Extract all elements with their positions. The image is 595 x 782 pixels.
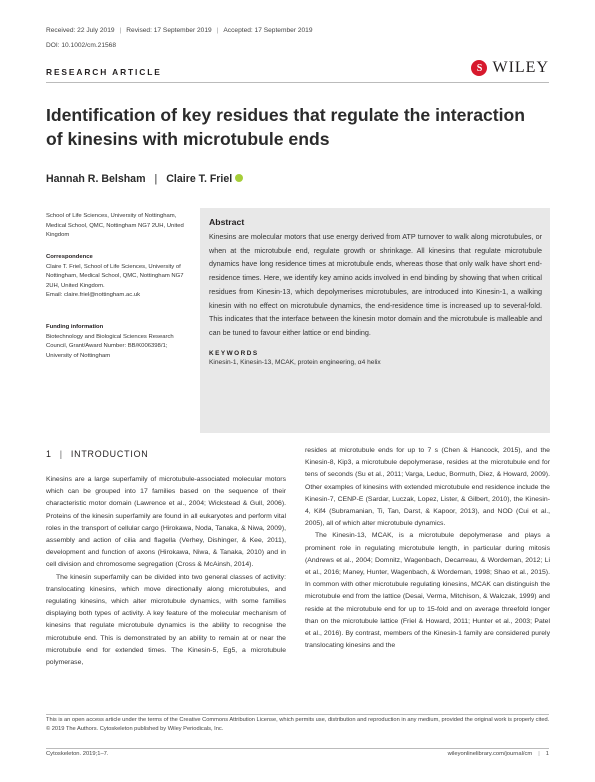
body-column-left (46, 474, 286, 669)
paragraph: The kinesin superfamily can be divided into two general classes of activity: translocating kinesins, which move directionally along microtubules, and regulating kinesins, which alter microtubule dynamics, with some families displaying both types of activity. A key feature of the molecular mechanism of kinesins that regulate microtubule dynamics is the ability to recognise the microtubule end. This is demonstrated by an ability to remain at or near the microtubule end for extended times. The Kinesin-5, Eg5, a microtubule polymerase, (46, 573, 286, 667)
section-title: INTRODUCTION (70, 449, 149, 459)
funding-text: Biotechnology and Biological Sciences Research Council, Grant/Award Number: BB/K006398/1; University of Nottingham (46, 333, 174, 359)
author-separator: | (154, 173, 158, 185)
doi[interactable]: DOI: 10.1002/cm.21568 (46, 42, 117, 49)
wiley-mark-icon: S (471, 60, 487, 76)
journal-citation: Cytoskeleton. 2019;1–7. (46, 751, 109, 757)
correspondence-block (46, 253, 191, 301)
paragraph: resides at microtubule ends for up to 7 s (Chen & Hancock, 2015), and the Kinesin-8, Kip3, a microtubule depolymerase, resides at the microtubule end for tens of seconds (Su et al., 2011; Varga, Leduc, Bormuth, Diez, & Howard, 2009). Other examples of kinesins with extended microtubule end residence include the Kinesin-7, CENP-E (Sardar, Luczak, Lopez, Lister, & Gilbert, 2010), the Kinesin-4, Kif4 (Subramanian, Ti, Tan, Darst, & Kapoor, 2013), and NOD (Cui et al., 2005), all of which alter microtubule dynamics. (305, 447, 550, 528)
footer-right: wileyonlinelibrary.com/journal/cm | 1 (447, 751, 549, 757)
footer-divider-bottom (46, 748, 549, 749)
author-friel[interactable]: Claire T. Friel (166, 173, 233, 185)
paragraph: Kinesins are a large superfamily of microtubule-associated molecular motors which can be grouped into 17 families based on the sequence of their characteristic motor domain (Lawrence et al., 2004; Wickstead & Gull, 2006). Proteins of the kinesin superfamily are found in all eukaryotes and perform vital roles in the transport of cellular cargo (Hirokawa, Noda, Tanaka, & Niwa, 2009), assembly and action of cilia and flagella (Verhey, Dishinger, & Kee, 2011), development and function of axons (Hirokawa, Niwa, & Tanaka, 2010) and in cell division and chromosome segregation (Cross & McAinsh, 2014). (46, 476, 286, 569)
received-date: Received: 22 July 2019 (46, 27, 115, 34)
institution: School of Life Sciences, University of Nottingham, Medical School, QMC, Nottingham NG7 2UH, United Kingdom (46, 213, 184, 238)
affiliation-block (46, 212, 191, 241)
journal-website[interactable]: wileyonlinelibrary.com/journal/cm (447, 751, 533, 757)
abstract-heading: Abstract (209, 217, 245, 227)
abstract-text: Kinesins are molecular motors that use energy derived from ATP turnover to walk along microtubules, or when at the microtubule end, regulate growth or shrinkage. All kinesins that regulate microtubule dynamics have long residence times at microtubule ends, whereas those that only walk have short end-residence times. Here, we identify key amino acids involved in end binding by showing that when critical residues from Kinesin-13, which depolymerises microtubules, are introduced into Kinesin-1, a walking kinesin with no effect on microtubule dynamics, the end-residence time is increased up to several-fold. This indicates that the interface between the kinesin motor domain and the microtubule is malleable and can be tuned to favour either lattice or end binding. (209, 232, 542, 337)
copyright-text: © 2019 The Authors. Cytoskeleton published by Wiley Periodicals, Inc. (46, 725, 224, 732)
correspondence-email[interactable]: Email: claire.friel@nottingham.ac.uk (46, 292, 141, 298)
article-type: RESEARCH ARTICLE (46, 67, 162, 77)
author-belsham[interactable]: Hannah R. Belsham (46, 173, 146, 185)
article-dates: Received: 22 July 2019 | Revised: 17 September 2019 | Accepted: 17 September 2019 (46, 27, 313, 34)
footer-divider (46, 714, 549, 715)
page-number: 1 (545, 751, 549, 757)
license-text: This is an open access article under the terms of the Creative Commons Attribution License, which permits use, distribution and reproduction in any medium, provided the original work is properly cited. (46, 717, 550, 723)
wiley-logo[interactable] (471, 59, 549, 77)
funding-block (46, 323, 191, 361)
orcid-icon[interactable] (235, 174, 243, 182)
section-heading-introduction (46, 449, 149, 459)
abstract-box (200, 208, 550, 433)
keywords-heading: KEYWORDS (209, 349, 259, 357)
keywords-list: Kinesin-1, Kinesin-13, MCAK, protein engineering, α4 helix (209, 358, 381, 366)
funding-label: Funding information (46, 324, 104, 330)
section-number: 1 (46, 449, 52, 459)
correspondence-label: Correspondence (46, 254, 93, 260)
license-note (46, 716, 551, 733)
header-divider (46, 82, 549, 83)
correspondence-address: Claire T. Friel, School of Life Sciences, University of Nottingham, Medical School, QMC, Nottingham NG7 2UH, United Kingdom. (46, 263, 184, 289)
wiley-wordmark: WILEY (492, 59, 549, 76)
article-title: Identification of key residues that regulate the interaction of kinesins with microtubule ends (46, 105, 526, 149)
section-separator: | (59, 449, 63, 459)
revised-date: Revised: 17 September 2019 (126, 27, 212, 34)
accepted-date: Accepted: 17 September 2019 (223, 27, 313, 34)
paragraph: The Kinesin-13, MCAK, is a microtubule depolymerase and plays a prominent role in regulating microtubule length, in particular during mitosis (Andrews et al., 2004; Domnitz, Wagenbach, Decarreau, & Wordeman, 2012; Li et al., 2016; Maney, Hunter, Wagenbach, & Wordeman, 1998; Shao et al., 2015). In common with other microtubule regulating kinesins, MCAK can distinguish the microtubule end from the lattice (Desai, Verma, Mitchison, & Walczak, 1999) and reside at the microtubule end for up to 15-fold and on average threefold longer than on the microtubule lattice (Friel & Howard, 2011; Hunter et al., 2003; Patel et al., 2016). By contrast, members of the Kinesin-1 family are considered purely translocating kinesins and the (305, 532, 550, 650)
body-column-right (305, 445, 550, 652)
author-list (46, 173, 243, 185)
